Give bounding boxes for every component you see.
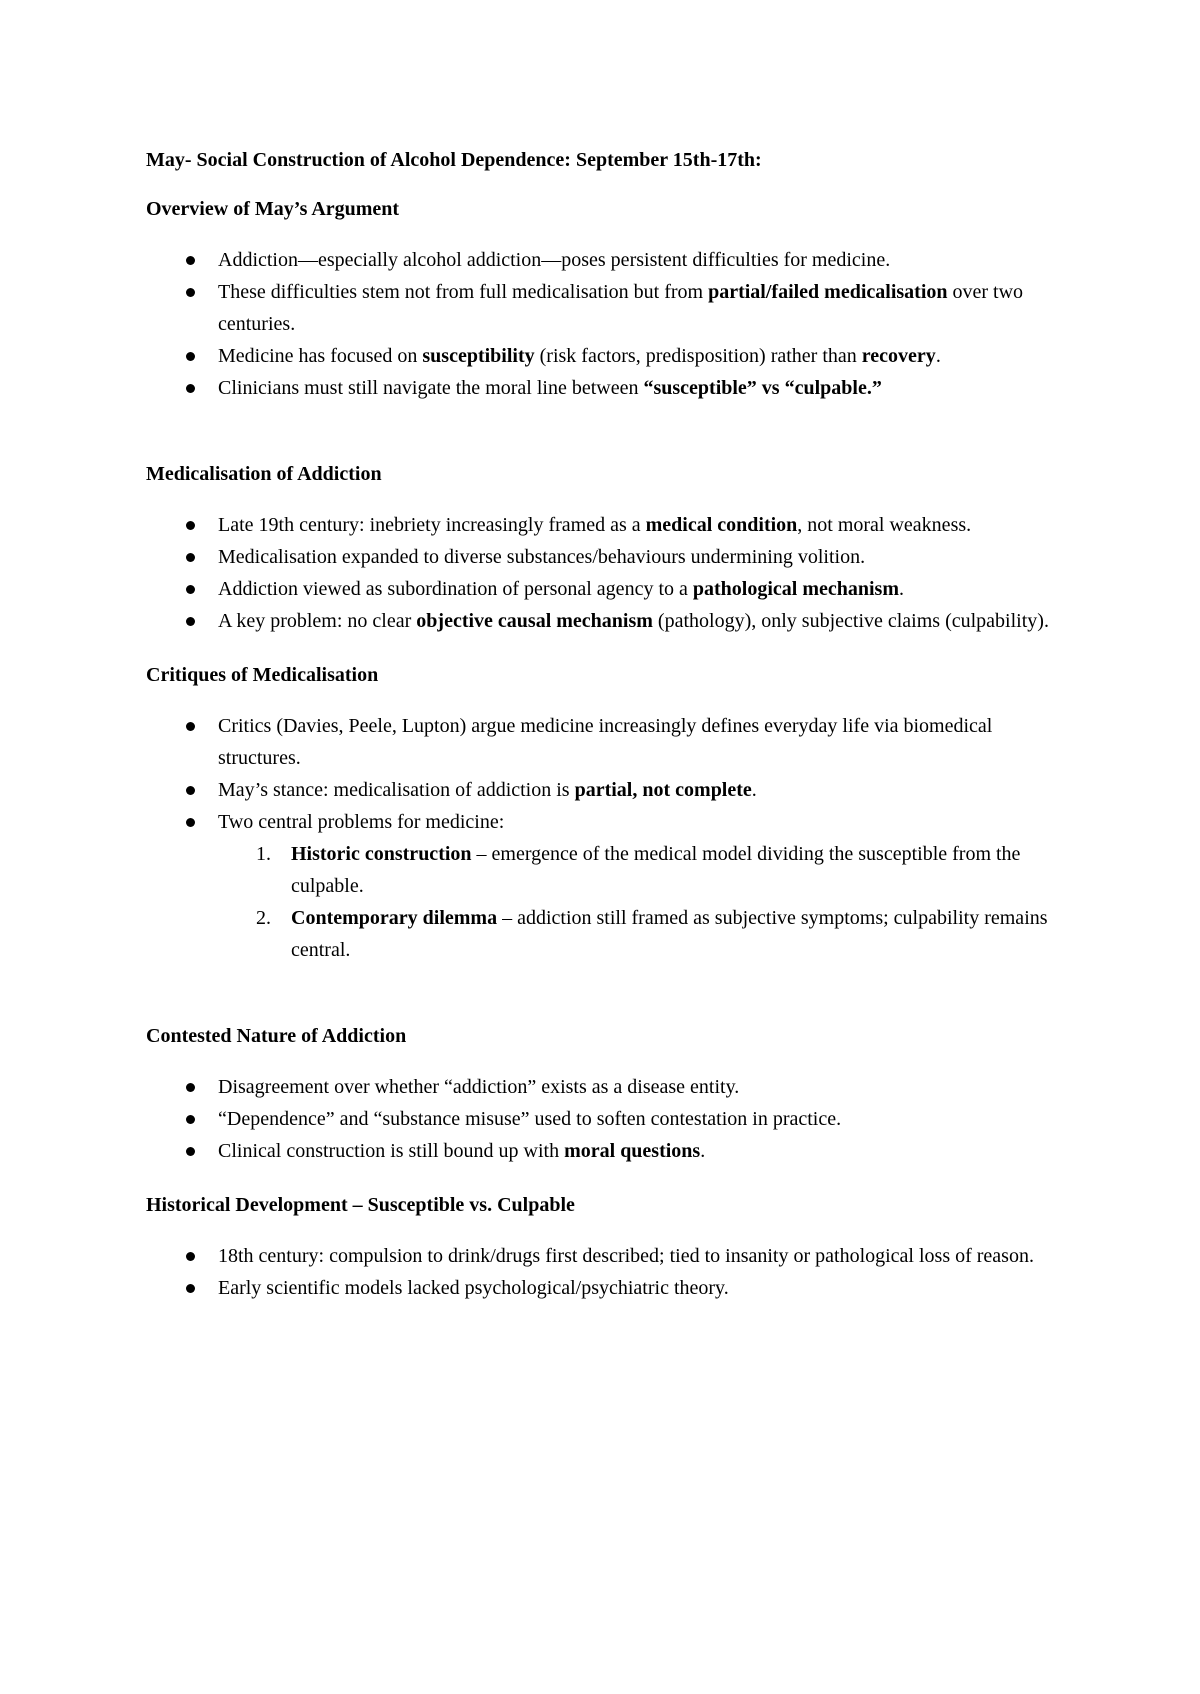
heading-historical: Historical Development – Susceptible vs. Culpable <box>146 1194 575 1216</box>
critiques-list <box>146 710 1076 838</box>
list-item: Early scientific models lacked psychological/psychiatric theory. <box>146 1272 1076 1304</box>
list-item: “Dependence” and “substance misuse” used to soften contestation in practice. <box>146 1103 1076 1135</box>
numbered-item: 1. Historic construction – emergence of the medical model dividing the susceptible from the culpable. <box>256 843 1021 897</box>
numbered-item: 2. Contemporary dilemma – addiction still framed as subjective symptoms; culpability remains central. <box>256 907 1048 961</box>
list-item: Medicine has focused on susceptibility (risk factors, predisposition) rather than recovery. <box>146 340 1076 372</box>
heading-contested: Contested Nature of Addiction <box>146 1025 407 1047</box>
document-page <box>146 146 1076 1304</box>
list-item: Clinical construction is still bound up with moral questions. <box>146 1135 1076 1167</box>
list-item: Critics (Davies, Peele, Lupton) argue medicine increasingly defines everyday life via biomedical structures. <box>146 710 1076 774</box>
document-title: May- Social Construction of Alcohol Dependence: September 15th-17th: <box>146 149 762 171</box>
heading-medicalisation: Medicalisation of Addiction <box>146 463 382 485</box>
list-item: May’s stance: medicalisation of addiction is partial, not complete. <box>146 774 1076 806</box>
medicalisation-list <box>146 509 1076 637</box>
list-item: Medicalisation expanded to diverse substances/behaviours undermining volition. <box>146 541 1076 573</box>
list-item: Addiction viewed as subordination of personal agency to a pathological mechanism. <box>146 573 1076 605</box>
heading-critiques: Critiques of Medicalisation <box>146 664 379 686</box>
overview-list <box>146 244 1076 404</box>
list-item: These difficulties stem not from full medicalisation but from partial/failed medicalisation over two centuries. <box>146 276 1076 340</box>
list-item: Two central problems for medicine: <box>146 806 1076 838</box>
list-item: Late 19th century: inebriety increasingly framed as a medical condition, not moral weakness. <box>146 509 1076 541</box>
list-item: A key problem: no clear objective causal mechanism (pathology), only subjective claims (culpability). <box>146 605 1076 637</box>
list-item: Addiction—especially alcohol addiction—poses persistent difficulties for medicine. <box>146 244 1076 276</box>
list-item: Clinicians must still navigate the moral line between “susceptible” vs “culpable.” <box>146 372 1076 404</box>
critiques-numbered-list <box>146 838 1076 966</box>
historical-list <box>146 1240 1076 1304</box>
contested-list <box>146 1071 1076 1167</box>
list-item: Disagreement over whether “addiction” exists as a disease entity. <box>146 1071 1076 1103</box>
heading-overview: Overview of May’s Argument <box>146 198 400 220</box>
list-item: 18th century: compulsion to drink/drugs first described; tied to insanity or pathological loss of reason. <box>146 1240 1076 1272</box>
